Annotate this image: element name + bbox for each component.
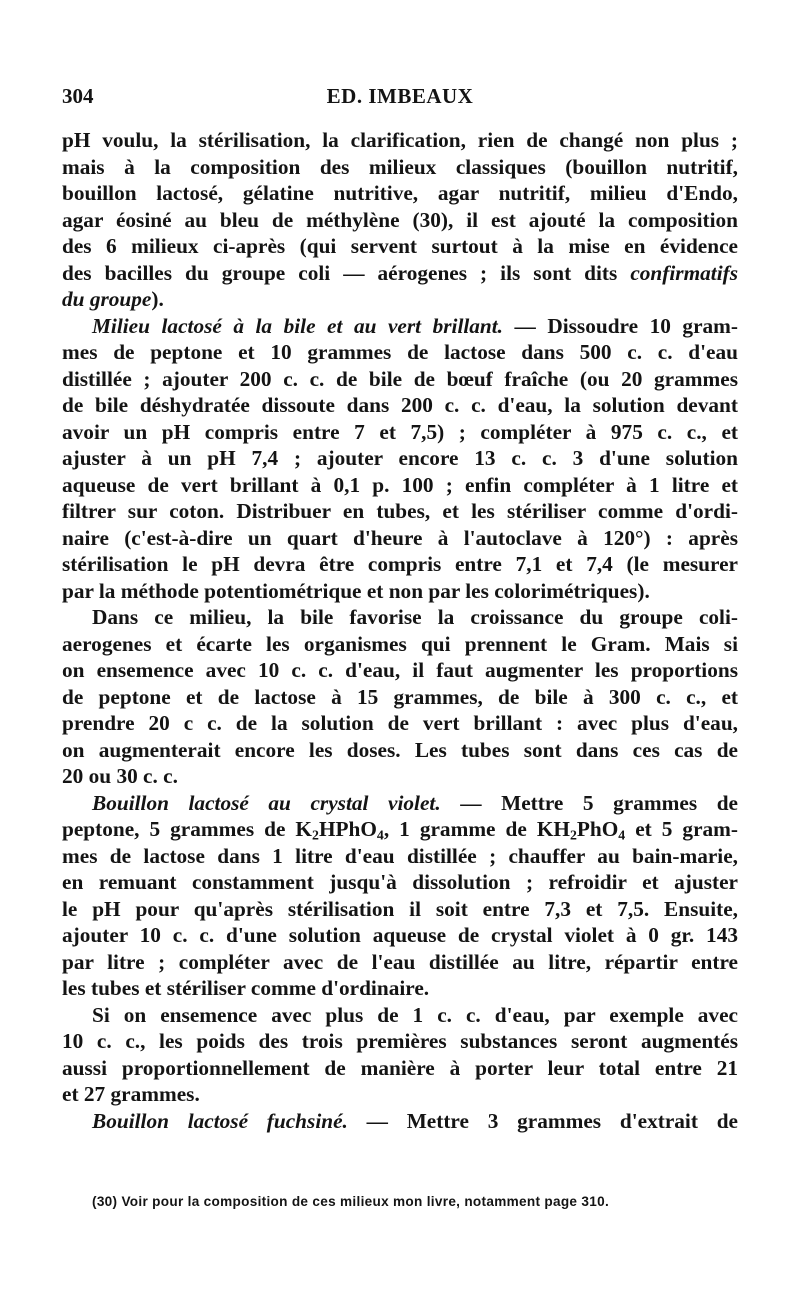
text-line: pH voulu, la stérilisation, la clarification, rien de changé non plus ; bbox=[62, 128, 738, 152]
text-line: de peptone et de lactose à 15 grammes, de bile à 300 c. c., et bbox=[62, 684, 738, 709]
text-line: Dans ce milieu, la bile favorise la croissance du groupe coli- bbox=[92, 605, 738, 629]
body-text bbox=[62, 127, 738, 1134]
text-line: mes de lactose dans 1 litre d'eau distillée ; chauffer au bain-marie, bbox=[62, 843, 738, 868]
section-title: Milieu lactosé à la bile et au vert brillant. bbox=[92, 313, 504, 338]
text-line: et 27 grammes. bbox=[62, 1082, 200, 1106]
text-line: des bacilles du groupe coli — aérogenes ; ils sont dits confirmatifs bbox=[62, 260, 738, 285]
section-heading-line: Bouillon lactosé fuchsiné. — Mettre 3 grammes d'extrait de bbox=[92, 1108, 738, 1133]
text-line: du groupe). bbox=[62, 287, 164, 311]
text-line: en remuant constamment jusqu'à dissolution ; refroidir et ajuster bbox=[62, 870, 738, 894]
section-heading-line: Bouillon lactosé au crystal violet. — Mettre 5 grammes de bbox=[92, 790, 738, 815]
text-line: on ensemence avec 10 c. c. d'eau, il faut augmenter les proportions bbox=[62, 658, 738, 682]
page-number: 304 bbox=[62, 84, 94, 108]
text-line: par la méthode potentiométrique et non par les colorimétriques). bbox=[62, 578, 650, 603]
text-line: filtrer sur coton. Distribuer en tubes, et les stériliser comme d'ordi- bbox=[62, 499, 738, 523]
text-line: des 6 milieux ci-après (qui servent surtout à la mise en évidence bbox=[62, 234, 738, 258]
text-line: ajouter 10 c. c. d'une solution aqueuse de crystal violet à 0 gr. 143 bbox=[62, 923, 738, 947]
text-line: on augmenterait encore les doses. Les tubes sont dans ces cas de bbox=[62, 737, 738, 762]
page-header bbox=[62, 84, 738, 114]
text-line: naire (c'est-à-dire un quart d'heure à l'autoclave à 120°) : après bbox=[62, 525, 738, 550]
text-line: stérilisation le pH devra être compris entre 7,1 et 7,4 (le mesurer bbox=[62, 552, 738, 576]
text-line: Si on ensemence avec plus de 1 c. c. d'eau, par exemple avec bbox=[92, 1002, 738, 1027]
text-line: de bile déshydratée dissoute dans 200 c. c. d'eau, la solution devant bbox=[62, 393, 738, 417]
text-line: aussi proportionnellement de manière à porter leur total entre 21 bbox=[62, 1055, 738, 1080]
text-line: mais à la composition des milieux classiques (bouillon nutritif, bbox=[62, 154, 738, 179]
section-title: Bouillon lactosé fuchsiné. bbox=[92, 1108, 348, 1133]
text-line: 20 ou 30 c. c. bbox=[62, 764, 178, 788]
footnote: (30) Voir pour la composition de ces milieux mon livre, notamment page 310. bbox=[92, 1194, 610, 1209]
text-line: 10 c. c., les poids des trois premières substances seront augmentés bbox=[62, 1029, 738, 1053]
text-line: les tubes et stériliser comme d'ordinaire. bbox=[62, 976, 430, 1000]
section-heading-line: Milieu lactosé à la bile et au vert brillant. — Dissoudre 10 gram- bbox=[92, 313, 738, 338]
running-head: ED. IMBEAUX bbox=[326, 84, 474, 108]
text-line: prendre 20 c c. de la solution de vert brillant : avec plus d'eau, bbox=[62, 711, 738, 735]
text-line: distillée ; ajouter 200 c. c. de bile de bœuf fraîche (ou 20 grammes bbox=[62, 366, 738, 391]
text-line: aqueuse de vert brillant à 0,1 p. 100 ; enfin compléter à 1 litre et bbox=[62, 472, 738, 497]
text-line: mes de peptone et 10 grammes de lactose dans 500 c. c. d'eau bbox=[62, 340, 738, 364]
text-line: ajuster à un pH 7,4 ; ajouter encore 13 c. c. 3 d'une solution bbox=[62, 446, 738, 470]
text-line: par litre ; compléter avec de l'eau distillée au litre, répartir entre bbox=[62, 949, 738, 974]
text-line: agar éosiné au bleu de méthylène (30), il est ajouté la composition bbox=[62, 207, 738, 232]
section-title: Bouillon lactosé au crystal violet. bbox=[92, 790, 441, 815]
text-line: avoir un pH compris entre 7 et 7,5) ; compléter à 975 c. c., et bbox=[62, 419, 738, 444]
text-line: le pH pour qu'après stérilisation il soit entre 7,3 et 7,5. Ensuite, bbox=[62, 896, 738, 921]
text-line: aerogenes et écarte les organismes qui prennent le Gram. Mais si bbox=[62, 631, 738, 656]
text-line: peptone, 5 grammes de $K_2HPhO_4$, 1 gramme de $KH_2PhO_4$ et 5 gram- bbox=[62, 817, 739, 843]
text-line: bouillon lactosé, gélatine nutritive, agar nutritif, milieu d'Endo, bbox=[62, 181, 738, 205]
